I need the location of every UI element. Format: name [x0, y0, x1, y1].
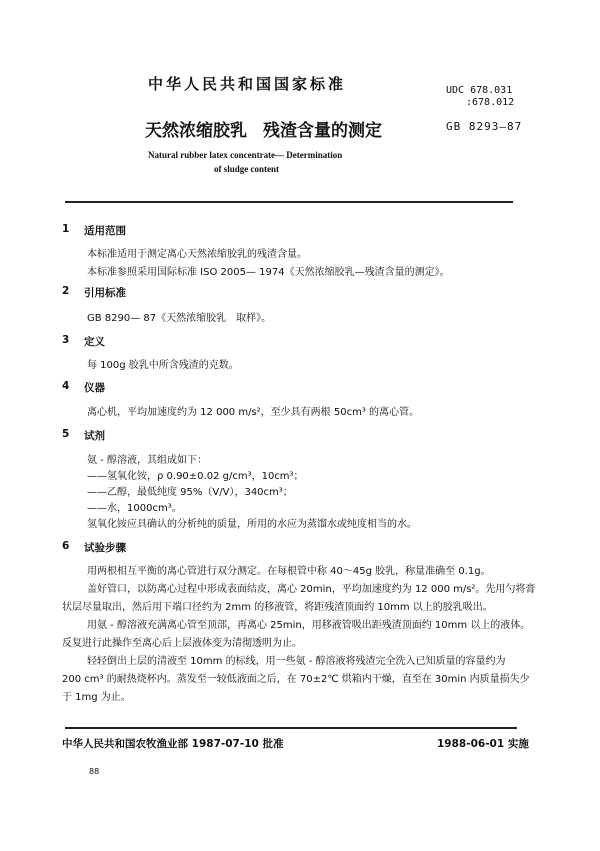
- section-2-number: 2: [62, 285, 70, 297]
- section-5-number: 5: [62, 428, 70, 440]
- section-6-line: 200 cm³ 的耐热烧杯内。蒸发至一较低液面之后，在 70±2℃ 烘箱内干燥，直至在 30min 内质量损失少: [62, 674, 530, 685]
- section-3-number: 3: [62, 334, 70, 346]
- section-3-title: 定义: [84, 336, 105, 348]
- section-5-list-item: ——氢氧化铵，ρ 0.90±0.02 g/cm³，10cm³；: [87, 471, 304, 482]
- approval-date: 中华人民共和国农牧渔业部 1987-07-10 批准: [62, 738, 284, 750]
- section-5-list-item: ——水，1000cm³。: [87, 503, 182, 514]
- section-6-line: 轻轻倒出上层的清液至 10mm 的标线，用一些氨 - 醇溶液将残渣完全洗入已知质量的容量约为: [87, 656, 506, 667]
- document-title-cn: [145, 116, 382, 141]
- udc-code-line1: UDC 678.031: [446, 85, 513, 96]
- section-5-list-item: ——乙醇，最低纯度 95%（V/V），340cm³；: [87, 487, 293, 498]
- section-6-line: 用氨 - 醇溶液充满离心管至顶部，再离心 25min，用移液管吸出距残渣顶面约 10mm 以上的液体。: [87, 620, 531, 631]
- section-6-line: 反复进行此操作至离心后上层液体变为清彻透明为止。: [62, 638, 302, 649]
- section-4-title: 仪器: [84, 382, 105, 394]
- section-6-title: 试验步骤: [84, 542, 126, 554]
- section-1-number: 1: [62, 223, 70, 235]
- section-2-line: GB 8290— 87《天然浓缩胶乳 取样》。: [87, 313, 272, 324]
- page-number: 88: [89, 767, 100, 776]
- section-1-line: 本标准参照采用国际标准 ISO 2005— 1974《天然浓缩胶乳—残渣含量的测定》。: [87, 267, 450, 278]
- section-6-line: 于 1mg 为止。: [62, 692, 131, 703]
- standard-code: GB 8293—87: [446, 120, 523, 133]
- section-5-line: 氨 - 醇溶液，其组成如下：: [87, 455, 207, 466]
- section-4-number: 4: [62, 380, 70, 392]
- title-cn-part2: 残渣含量的测定: [263, 121, 382, 141]
- section-1-title: 适用范围: [84, 225, 126, 237]
- section-4-line: 离心机，平均加速度约为 12 000 m/s²，至少具有两根 50cm³ 的离心管。: [87, 407, 420, 418]
- section-1-line: 本标准适用于测定离心天然浓缩胶乳的残渣含量。: [87, 249, 307, 260]
- header-divider: [65, 201, 513, 203]
- udc-code-line2: :678.012: [466, 97, 515, 108]
- section-2-title: 引用标准: [84, 287, 126, 299]
- footer-divider: [65, 727, 517, 729]
- standard-name: 中华人民共和国国家标准: [148, 75, 347, 93]
- section-6-line: 盖好管口，以防离心过程中形成表面结皮，离心 20min，平均加速度约为 12 000 m/s²。先用勺将膏: [87, 584, 536, 595]
- implementation-date: 1988-06-01 实施: [437, 738, 529, 750]
- section-6-line: 用两根相互平衡的离心管进行双分测定。在每根管中称 40～45g 胶乳，称量准确至 0.1g。: [87, 566, 491, 577]
- section-6-number: 6: [62, 540, 70, 552]
- document-title-en-line1: Natural rubber latex concentrate— Determination: [148, 150, 343, 160]
- section-5-title: 试剂: [84, 430, 105, 442]
- title-cn-part1: 天然浓缩胶乳: [145, 121, 247, 141]
- document-title-en-line2: of sludge content: [214, 164, 279, 174]
- section-3-line: 每 100g 胶乳中所含残渣的克数。: [87, 360, 239, 371]
- section-6-line: 状层尽量取出，然后用下端口径约为 2mm 的移液管，将距残渣顶面约 10mm 以上的胶乳吸出。: [62, 602, 493, 613]
- section-5-line: 氢氧化铵应具确认的分析纯的质量，所用的水应为蒸馏水或纯度相当的水。: [87, 519, 417, 530]
